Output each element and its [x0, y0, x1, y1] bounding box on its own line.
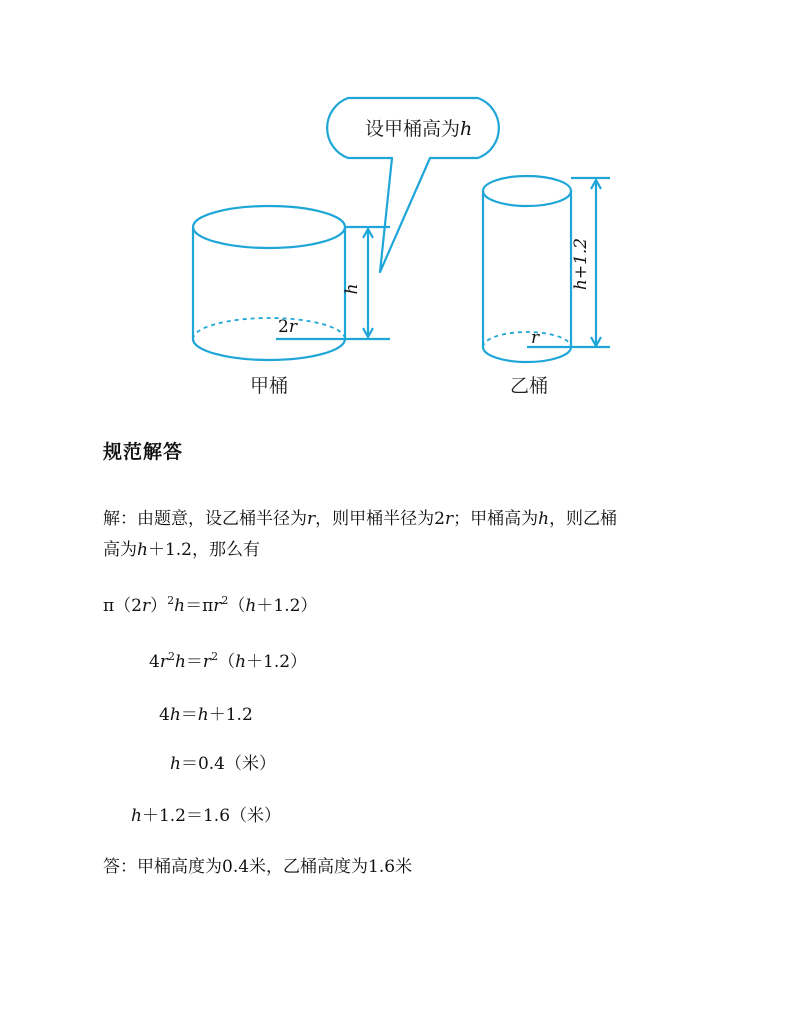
answer-line: 答：甲桶高度为0.4米，乙桶高度为1.6米: [103, 857, 413, 877]
cylinder-diagram: [0, 0, 800, 420]
section-heading: 规范解答: [103, 441, 184, 463]
equation-1: $\pi(2r)^2h=\pi r^2(h+1.2)$: [103, 594, 318, 616]
right-radius-label: r: [531, 328, 540, 348]
solution-intro-line-1: 解：由题意，设乙桶半径为r，则甲桶半径为2r；甲桶高为h，则乙桶: [103, 509, 618, 529]
right-cylinder-label: 乙桶: [509, 375, 549, 397]
left-cylinder-label: 甲桶: [249, 375, 289, 397]
solution-intro-line-2: 高为h＋1.2，那么有: [103, 540, 260, 560]
right-height-label: h+1.2: [571, 237, 591, 291]
equation-3: 4h＝h＋1.2: [159, 705, 253, 725]
left-height-label: h: [342, 283, 362, 295]
left-radius-label: 2r: [278, 317, 297, 337]
equation-5: h＋1.2＝1.6（米）: [131, 806, 282, 826]
bubble-text: 设甲桶高为h: [365, 118, 473, 140]
equation-2: $4r^2h=r^2(h+1.2)$: [149, 650, 308, 672]
equation-4: h＝0.4（米）: [170, 754, 276, 774]
